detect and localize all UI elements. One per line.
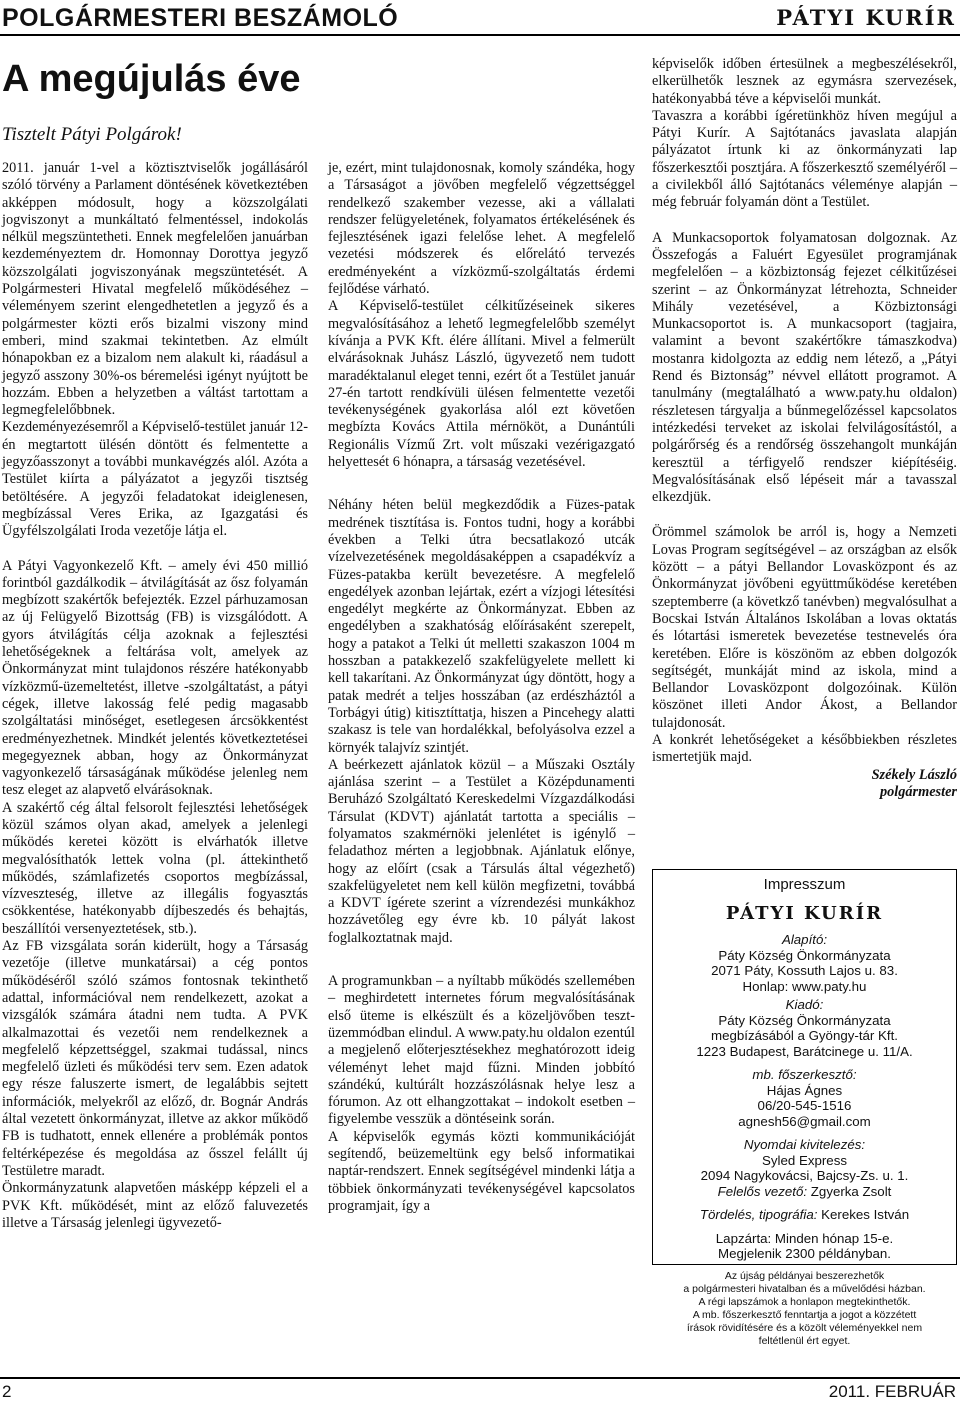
note-line: feltétlenül ért egyet. (758, 1334, 851, 1347)
paragraph: A konkrét lehetőségeket a későbbiekben részletes ismertetjük majd. (652, 731, 957, 766)
note-line: A mb. főszerkesztő fenntartja a jogot a közzétett (692, 1308, 917, 1321)
note-line: Az újság példányai beszerezhetők (724, 1269, 885, 1282)
column-1 (2, 160, 308, 1232)
paragraph: A szakértő cég által felsorolt fejlesztési lehetőségek közül számos olyan akad, amelyek a jelenlegi működés keretei között is elvárhatók illetve megvalósíthatók lettek volna (pl. áttekinthető működés, számlafizetés csoportos megbízással, vízveszteség, illetve az illegális fogyasztás csökkentése, hatékonyabb díjbeszedés és behajtás, beszállítói versenyeztetések, stb.). (2, 799, 308, 937)
founder-line: 2071 Páty, Kossuth Lajos u. 83. (711, 963, 898, 978)
section-title: POLGÁRMESTERI BESZÁMOLÓ (2, 4, 399, 32)
editor-line: Hájas Ágnes (766, 1082, 843, 1098)
note-line: írások rövidítésére és a közölt véleményekkel nem (686, 1321, 923, 1334)
paragraph: A Munkacsoportok folyamatosan dolgoznak. Az Összefogás a Faluért Egyesület programjának megfelelően – a közbiztonság fejezet célkitűzései szerint – az Önkormányzat létrehozta, Schneider Mihály vezetésével, a Közbiztonsági Munkacsoportot is. A munkacsoport (tagjaira, valamint a bevont szakértőkre támaszkodva) mostanra kidolgozta az eddig nem létező, a „Pátyi Rend és Biztonság” névvel ellátott programot. A tanulmány (megtalálható a www.paty.hu oldalon) részletesen tárgyalja a bűnmegelőzéssel kapcsolatos intézkedési terveket az iskolai felvilágosítástól, a polgárőrség és a rendőrség összehangolt munkáján keresztül a térfigyelő rendszer kiépítéséig. Megvalósításának első lépéseit már a tavasszal elkezdjük. (652, 229, 957, 506)
article-title: A megújulás éve (2, 58, 301, 100)
founder-label: Alapító: (781, 932, 828, 947)
issue-date: 2011. FEBRUÁR (828, 1382, 956, 1401)
column-2 (328, 160, 635, 1215)
impressum-typography (653, 1207, 956, 1223)
responsible-name: Zgyerka Zsolt (810, 1183, 892, 1199)
deadline-line: Lapzárta: Minden hónap 15-e. (715, 1230, 894, 1246)
printing-line: 2094 Nagykovácsi, Bajcsy-Zs. u. 1. (700, 1168, 909, 1183)
impressum-deadline (653, 1231, 956, 1262)
circulation-line: Megjelenik 2300 példányban. (718, 1246, 891, 1261)
paragraph: Örömmel számolok be arról is, hogy a Nemzeti Lovas Program segítségével – az országban az elsők között – a pátyi Bellandor Lovasközpont és az Önkormányzat jövőbeni együttműködése keretében szeptemberre (a követkző tanévben) megvalósulhat a Bocskai István Általános Iskolában a lovas oktatás és lótartási ismeretek bevezetése testnevelés óra keretében. Előre is köszönöm az ebben dolgozók segítségét, munkáját mind az iskola, mind a Bellandor Lovasközpont dolgozóinak. Külön köszönet illeti Andor Ákost, a Bellandor tulajdonosát. (652, 524, 957, 731)
page-header (0, 0, 960, 36)
impressum-note (653, 1270, 956, 1348)
publisher-line: 1223 Budapest, Barátcinege u. 11/A. (696, 1043, 913, 1059)
column-3 (652, 56, 957, 801)
signature-name: Székely László (871, 766, 957, 783)
paragraph: Tavaszra a korábbi ígéretünkhöz híven megújul a Pátyi Kurír. A Sajtótanács javaslata alapján pályázatot írtunk ki az önkormányzati lap főszerkesztői posztjára. A főszerkesztő személyéről – a civilekből álló Sajtótanács véleménye alapján – még február folyamán dönt a Testület. (652, 107, 957, 211)
paragraph: Néhány héten belül megkezdődik a Füzes-patak medrének tisztítása is. Fontos tudni, hogy a korábbi években a Telki útra becsatlakozó utcák vízelvezetésének megoldásaképpen a csapadékvíz a Füzes-patakba került bevezetésre. A megfelelő engedélyek azonban lejártak, ezért a vízjogi létesítési engedélyt megkérte az Önkormányzat. Ebben az engedélyben a szakhatóság előírásaként szerepelt, hogy a patakot a Telki út melletti szakaszon 1004 m hosszban a patakkezelő szakfelügyelete mellett ki kell takarítani. Az Önkormányzat úgy döntött, hogy a patak medrét a teljes hosszában (az erdészháztól a Torbágyi útig) kitisztíttatja, hiszen a Pincehegy alatti szakasz is tele van hordalékkal, befolyásolva ezzel a környék talajvíz szintjét. (328, 497, 635, 756)
publisher-label: Kiadó: (785, 997, 824, 1012)
note-line: A régi lapszámok a honlapon megtekinthetők. (698, 1295, 911, 1308)
paragraph: A képviselők egymás közti kommunikációját segítendő, beüzemeltünk egy belső informatikai naptár-rendszert. Ennek segítségével mindenki látja a többiek önkormányzati tevékenységével kapcsolatos programjait, így a (328, 1128, 635, 1214)
footer-rule (0, 1377, 960, 1379)
printing-label: Nyomdai kivitelezés: (743, 1137, 866, 1152)
impressum-printing (653, 1137, 956, 1199)
responsible-line (653, 1184, 956, 1200)
impressum-publisher (653, 997, 956, 1059)
paragraph: A Pátyi Vagyonkezelő Kft. – amely évi 450 millió forintból gazdálkodik – átvilágítását az ősz folyamán megbízott szakértők befejezték. Ezzel párhuzamosan az új Felügyelő Bizottság (FB) is vizsgálódott. A gyors átvilágítás célja azoknak a fejlesztési lehetőségeknek a feltárása volt, amelyek az Önkormányzat mint tulajdonos részére hatékonyabb vízközmű-üzemeltetést, illetve -szolgáltatást, a pátyi cégek, illetve lakosság felé pedig magasabb szolgáltatási minőséget, esetlegesen árcsökkentést eredményezhetnek. Mindkét jelentés következtetései megegyeznek abban, hogy az Önkormányzat vagyonkezelő társaságának működése jelenleg nem tesz eleget az alapvető elvárásoknak. (2, 557, 308, 799)
editor-line: agnesh56@gmail.com (738, 1113, 871, 1129)
publisher-line: Páty Község Önkormányzata (718, 1012, 891, 1028)
paragraph: 2011. január 1-vel a köztisztviselők jogállásáról szóló törvény a Parlament döntésének következtében akképpen módosult, hogy a közszolgálati jogviszonyt a munkáltató felmentéssel, indokolás nélkül megszüntetheti. Ennek megfelelően januárban kezdeményeztem dr. Homonnay Dorottya jegyző közszolgálati jogviszonyának megszüntetését. A Polgármesteri Hivatal megfelelő működéséhez – véleményem szerint elengedhetetlen a jegyző és a polgármester közti erős bizalmi viszony mind emberi, mind szakmai tekintetben. Az elmúlt hónapokban ez a bizalom nem alakult ki, ráadásul a jegyző asszony 30%-os béremelési igényt nyújtott be hozzám. Ebben a helyzetben a váltást tartottam a legmegfelelőbbnek. (2, 160, 308, 419)
paragraph: Kezdeményezésemről a Képviselő-testület január 12-én megtartott ülésén döntött és felmentette a jegyzőasszonyt a további munkavégzés alól. Azóta a Testület kiírta a pályázatot a jegyzői tisztség betöltésére. A jegyzői feladatokat ideiglenesen, megbízással Veres Erika, az Igazgatási és Ügyfélszolgálati Iroda vezetője látja el. (2, 419, 308, 540)
note-line: a polgármesteri hivatalban és a művelődési házban. (683, 1282, 926, 1295)
impressum-founder (653, 932, 956, 994)
editor-line: 06/20-545-1516 (757, 1098, 852, 1113)
page-number: 2 (2, 1382, 12, 1401)
typography-name: Kerekes István (821, 1207, 910, 1222)
impressum-logo: PÁTYI KURÍR (725, 903, 884, 924)
impressum-box (652, 869, 957, 1347)
signature-title: polgármester (879, 783, 957, 800)
publication-logo: PÁTYI KURÍR (776, 5, 956, 30)
paragraph: A beérkezett ajánlatok közül – a Műszaki Osztály ajánlása szerint – a Testület a Középdunamenti Beruházó Szolgáltató Kereskedelmi Vízgazdálkodási Társulat (KDVT) ajánlatát tartotta a speciális – folyamatos szakmérnöki jelenlétet is igénylő – feladathoz mérten a legjobbnak. Ajánlatuk előnye, hogy az előírt (csak a Társulás által végezhető) szakfelügyeletet nem kell külön megfizetni, továbbá a KDVT ígérete szerint a vízrendezési munkákhoz hozzávetőleg egy évre kb. 10 pályát lakost foglalkoztatnak majd. (328, 756, 635, 946)
typography-label: Tördelés, tipográfia: (699, 1207, 818, 1222)
publisher-line: megbízásából a Gyöngy-tár Kft. (711, 1028, 898, 1043)
founder-line: Páty Község Önkormányzata (718, 947, 891, 963)
printing-line: Syled Express (762, 1152, 847, 1168)
paragraph: Az FB vizsgálata során kiderült, hogy a Társaság vezetője (illetve munkatársai) a cég pontos működéséről szóló számos fontosnak tekinthető adattal, információval nem rendelkezett, azokat a vizsgálók számára átadni nem tudta. A PVK alkalmazottai és vezetői nem rendelkeznek a megfelelő képzettséggel, szakmai tudással, nincs megfelelő üzleti és működési terv sem. Ezen adatok egy része faluszerte ismert, de legalábbis sejtett információk, melyekről az előző, dr. Bognár András által vezetett önkormányzat, illetve az akkor működő FB is tudhatott, ennek ellenére a problémák pontos feltérképezése és megoldása az ősszel felállt új Testületre maradt. (2, 938, 308, 1179)
paragraph: A Képviselő-testület célkitűzéseinek sikeres megvalósításához a lehető legmegfelelőbb személyt kívánja a PVK Kft. élére állítani. Mivel a felmerült elvárásoknak Juhász László, ügyvezető nem tudott maradéktalanul eleget tenni, ezért őt a Testület január 27-én tartott rendkívüli ülésen felmentette vezetői tevékenységének gyakorlása alól ezt követően megbízta Kovács Attila mérnököt, a Dunántúli Regionális Vízmű Zrt. volt műszaki vezérigazgató helyettesét 6 hónapra, a társaság vezetésével. (328, 298, 635, 471)
paragraph: képviselők időben értesülnek a megbeszélésekről, elkerülhetők lesznek az egymásra szervezések, hatékonyabbá téve a képviselői munkát. (652, 56, 957, 107)
paragraph: A programunkban – a nyíltabb működés szellemében – meghirdetett internetes fórum megvalósításának első üteme is elkészült és a közeljövőben teszt-üzemmódban elindul. A www.paty.hu oldalon ezentúl a megjelenő előterjesztésekhez meghatórozott ideig véleményt lehet majd fűzni. Minden jobbító szándékú, kultúrált hozzászólásnak helye lesz a fórumon. Az ott elhangzottakat – indokolt esetben – figyelembe vesszük a döntéseink során. (328, 973, 635, 1128)
paragraph: je, ezért, mint tulajdonosnak, komoly szándéka, hogy a Társaságot a jövőben megfelelő végzettséggel rendelkező szakember vezesse, aki a vállalati rendszer felügyeletének, folyamatos értékelésének és fejlesztésének igazi felelőse lehet. A megfelelő vezetési módszerek és előrelátó tervezés eredményeként a vízközmű-szolgáltatás érdemi fejlődése várható. (328, 160, 635, 298)
responsible-label: Felelős vezető: (717, 1183, 808, 1199)
salutation: Tisztelt Pátyi Polgárok! (2, 124, 182, 145)
impressum-editor (653, 1067, 956, 1129)
paragraph: Önkormányzatunk alapvetően másképp képzeli el a PVK Kft. működését, mint az előző faluvezetés illetve a Társaság jelenlegi ügyvezető- (2, 1180, 308, 1231)
header-rule (0, 34, 960, 36)
impressum-title: Impresszum (763, 876, 846, 893)
editor-label: mb. főszerkesztő: (752, 1067, 857, 1082)
founder-line: Honlap: www.paty.hu (742, 978, 867, 994)
